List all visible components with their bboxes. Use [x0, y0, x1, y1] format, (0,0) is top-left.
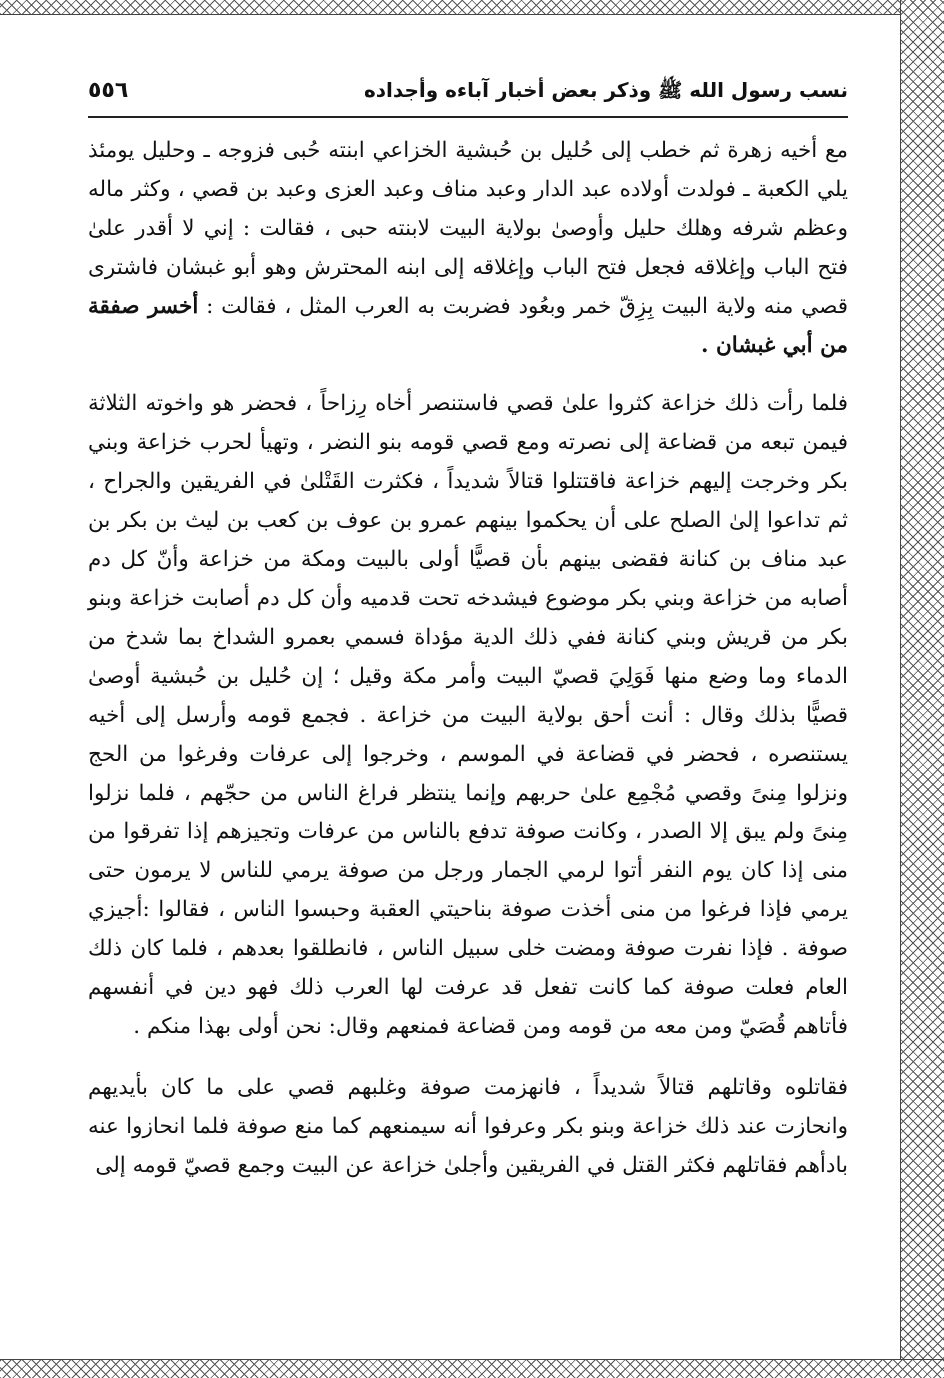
page-number: ٥٥٦ [88, 78, 129, 103]
frame-bottom-border [0, 1359, 944, 1378]
paragraph-1-text: مع أخيه زهرة ثم خطب إلى حُليل بن حُبشية الخزاعي ابنته حُبى فزوجه ـ وحليل يومئذ يلي الكعبة ـ فولدت أولاده عبد الدار وعبد مناف وعبد العزى وعبد بن قصي ، وكثر ماله وعظم شرفه وهلك حليل وأوصىٰ بولاية البيت لابنته حبى ، فقالت : إني لا أقدر علىٰ فتح الباب وإغلاقه فجعل فتح الباب وإغلاقه إلى ابنه المحترش وهو أبو غبشان فاشترى قصي منه ولاية البيت بِزِقّ خمر وبعُود فضربت به العرب المثل ، فقالت : [88, 138, 848, 319]
paragraph-3: فقاتلوه وقاتلهم قتالاً شديداً ، فانهزمت صوفة وغلبهم قصي على ما كان بأيديهم وانحازت عند ذلك خزاعة وبنو بكر وعرفوا أنه سيمنعهم كما منع صوفة فلما انحازوا عنه بادأهم فقاتلهم فكثر القتل في الفريقين وأجلىٰ خزاعة عن البيت وجمع قصيّ قومه إلى [88, 1074, 848, 1178]
proverb-text: أخسر صفقة من أبي غبشان . [88, 293, 848, 358]
paragraph-2: فلما رأت ذلك خزاعة كثروا علىٰ قصي فاستنصر أخاه رِزاحاً ، فحضر هو واخوته الثلاثة فيمن تبعه من قضاعة إلى نصرته ومع قصي قومه بنو النضر ، وتهيأ لحرب خزاعة وبني بكر وخرجت إليهم خزاعة فاقتتلوا قتالاً شديداً ، فكثرت القَتْلىٰ في الفريقين والجراح ، ثم تداعوا إلىٰ الصلح على أن يحكموا بينهم عمرو بن عوف بن كعب بن ليث بن بكر بن عبد مناف بن كنانة فقضى بينهم بأن قصيًّا أولى بالبيت ومكة من خزاعة وأنّ كل دم أصابه من خزاعة وبني بكر موضوع فيشدخه تحت قدميه وأن كل دم أصابت خزاعة وبنو بكر من قريش وبني كنانة ففي ذلك الدية مؤداة فسمي بعمرو الشداخ بما شدخ من الدماء وما وضع منها فَوَلِيَ قصيّ البيت وأمر مكة وقيل ؛ إن حُليل بن حُبشية أوصىٰ قصيًّا بذلك وقال : أنت أحق بولاية البيت من خزاعة . فجمع قومه وأرسل إلى أخيه يستنصره ، فحضر في قضاعة في الموسم ، وخرجوا إلى عرفات وفرغوا من الحج ونزلوا مِنىً وقصي مُجْمِع علىٰ حربهم وإنما ينتظر فراغ الناس من حجّهم ، فلما نزلوا مِنىً ولم يبق إلا الصدر ، وكانت صوفة تدفع بالناس من عرفات وتجيزهم إذا تفرقوا من منى إذا كان يوم النفر أتوا لرمي الجمار ورجل من صوفة يرمي للناس لا يرمون حتى يرمي فإذا فرغوا من منى أخذت صوفة بناحيتي العقبة وحبسوا الناس ، فقالوا :أجيزي صوفة . فإذا نفرت صوفة ومضت خلى سبيل الناس ، فانطلقوا بعدهم ، فلما كان ذلك العام فعلت صوفة كما كانت تفعل قد عرفت لها العرب ذلك فهو دين في أنفسهم فأتاهم قُصَيّ ومن معه من قومه ومن قضاعة فمنعهم وقال: نحن أولى بهذا منكم . [88, 391, 848, 1039]
running-header [88, 78, 848, 118]
frame-right-border [900, 0, 944, 1377]
frame-top-border [0, 0, 944, 15]
paragraph-1 [88, 132, 848, 365]
header-title: نسب رسول الله ﷺ وذكر بعض أخبار آباءه وأجداده [363, 78, 848, 102]
book-page [88, 78, 848, 1186]
